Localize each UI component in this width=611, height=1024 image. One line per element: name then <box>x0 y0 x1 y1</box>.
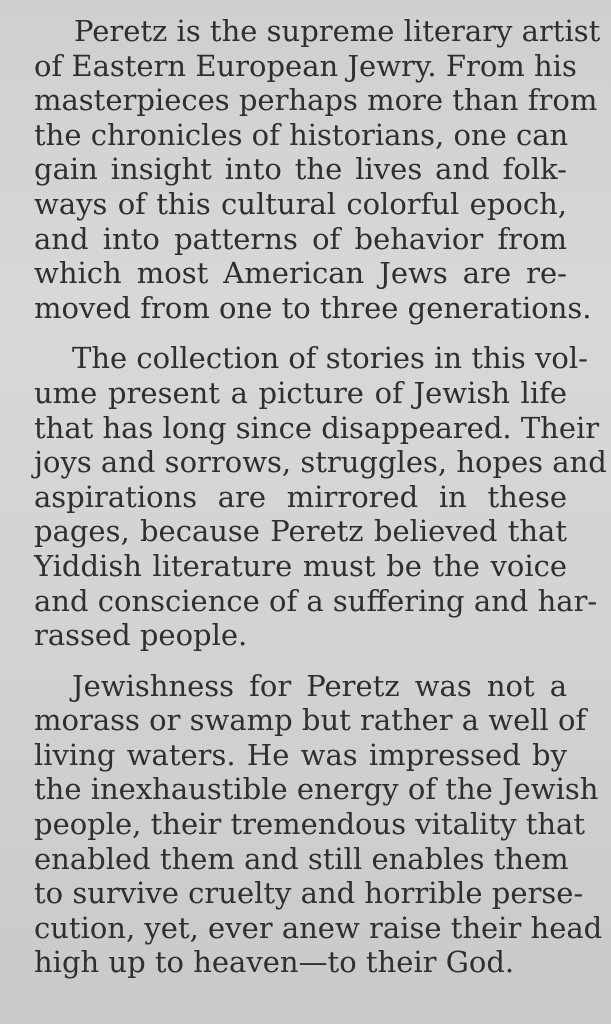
text-line: ume present a picture of Jewish life <box>34 375 567 410</box>
text-line: to survive cruelty and horrible perse- <box>34 876 584 911</box>
text-line: that has long since disappeared. Their <box>34 410 600 445</box>
text-line: ways of this cultural colorful epoch, <box>34 186 567 221</box>
text-line: Yiddish literature must be the voice <box>34 548 567 583</box>
text-line: The collection of stories in this vol- <box>72 341 588 376</box>
text-line: living waters. He was impressed by <box>34 737 567 772</box>
text-line: cution, yet, ever anew raise their head <box>34 910 603 945</box>
text-line: moved from one to three generations. <box>34 290 592 325</box>
text-line: enabled them and still enables them <box>34 841 569 876</box>
text-line: masterpieces perhaps more than from <box>34 83 598 118</box>
text-line: joys and sorrows, struggles, hopes and <box>34 445 607 480</box>
paragraph-1 <box>34 14 601 325</box>
text-line: the inexhaustible energy of the Jewish <box>34 772 599 807</box>
text-line: of Eastern European Jewry. From his <box>34 48 577 83</box>
paragraph-3 <box>34 668 603 980</box>
text-line: and into patterns of behavior from <box>34 221 567 256</box>
text-line: and conscience of a suffering and har- <box>34 583 598 618</box>
text-line: rassed people. <box>34 618 248 653</box>
text-line: high up to heaven—to their God. <box>34 945 515 980</box>
paragraph-2 <box>34 341 607 653</box>
text-line: people, their tremendous vitality that <box>34 807 585 842</box>
text-line: aspirations are mirrored in these <box>34 479 567 514</box>
text-line: pages, because Peretz believed that <box>34 514 567 549</box>
text-line: Jewishness for Peretz was not a <box>72 668 567 703</box>
text-line: morass or swamp but rather a well of <box>34 703 587 738</box>
text-line: gain insight into the lives and folk- <box>34 152 567 187</box>
text-line: the chronicles of historians, one can <box>34 117 569 152</box>
text-line: Peretz is the supreme literary artist <box>74 14 601 48</box>
text-line: which most American Jews are re- <box>34 256 567 291</box>
